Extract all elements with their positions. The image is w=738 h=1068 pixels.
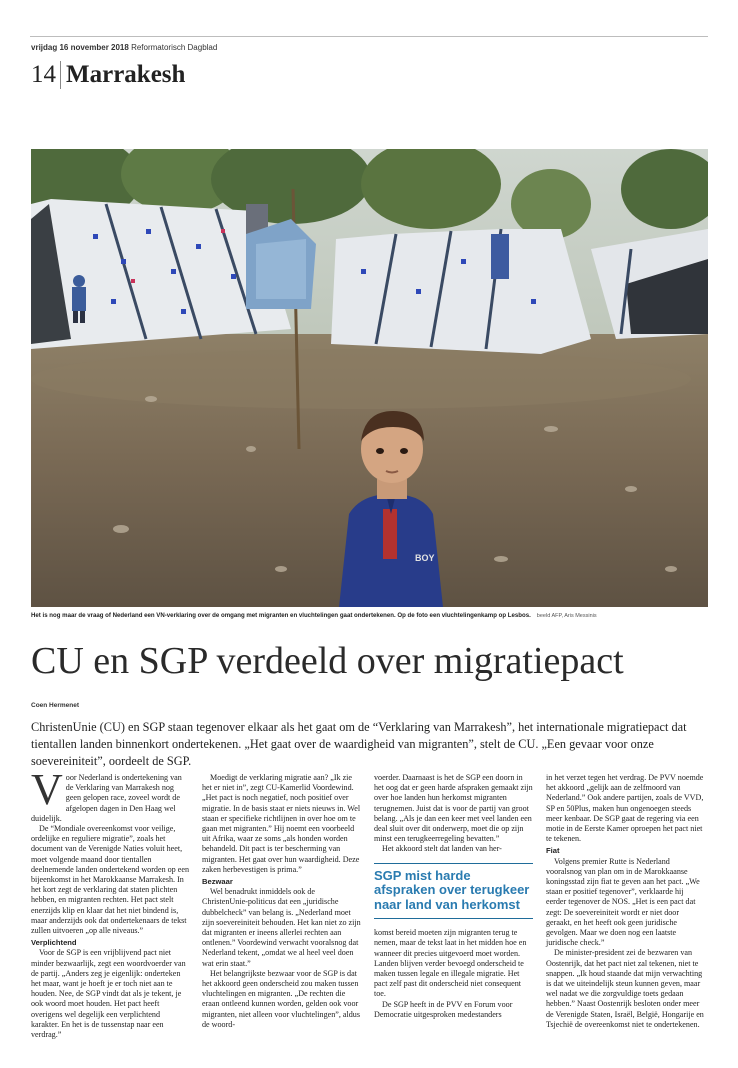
photo-credit: beeld AFP, Aris Messinis bbox=[536, 613, 597, 619]
pull-quote: SGP mist harde afspraken over terugkeer naar land van herkomst bbox=[374, 863, 533, 920]
col3-paragraph-4: De SGP heeft in de PVV en Forum voor Democratie uitgesproken medestanders bbox=[374, 999, 513, 1019]
top-rule bbox=[30, 36, 708, 37]
col1-paragraph-1: Voor Nederland is ondertekening van de Verklaring van Marrakesh nog geen gelopen race, zoveel wordt de afgelopen dagen in Den Haag wel duidelijk. bbox=[31, 765, 182, 823]
column-3 bbox=[374, 773, 533, 1020]
col3-paragraph-2: Het akkoord stelt dat landen van her- bbox=[382, 844, 502, 854]
col2-paragraph-3: Het belangrijkste bezwaar voor de SGP is dat het akkoord geen onderscheid zou maken tussen vluchtelingen en migranten. „De rechten die eraan ontleend kunnen worden, gelden ook voor migranten, niet alleen voor vluchtelingen”, aldus de woord- bbox=[202, 968, 361, 1029]
col2-paragraph-2: Wel benadrukt inmiddels ook de ChristenUnie-politicus dat een „juridische dubbelcheck” van belang is. „Nederland moet zijn soevereiniteit behouden. Het kan niet zo zijn dat migranten er ineens allerlei rechten aan ontlenen.” Voordewind verwacht vooralsnog dat Nederland tekent, „omdat we al heel veel doen wat erin staat.” bbox=[202, 887, 361, 968]
column-4 bbox=[546, 773, 705, 1030]
col1-paragraph-2: De “Mondiale overeenkomst voor veilige, ordelijke en reguliere migratie”, zoals het document van de Verenigde Naties voluit heet, moet volgende maand door tientallen deelnemende landen ondertekend worden op een bijeenkomst in het Marokkaanse Marrakesh. In het kort zegt de verklaring dat staten plichten hebben, en migranten rechten. Het pact stelt enerzijds klip en klaar dat het niet bindend is, maar anderzijds ook dat ondertekenaars de tekst zullen uitvoeren „op alle niveaus.” bbox=[31, 824, 189, 936]
tent-middle bbox=[331, 229, 591, 354]
subhead-verplichtend: Verplichtend bbox=[31, 938, 77, 948]
col2-paragraph-1: Moedigt de verklaring migratie aan? „Ik zie het er niet in”, zegt CU-Kamerlid Voordewind. „Het pact is noch negatief, noch positief over migratie. In de basis staat er niets nieuws in. Wel staan er specifieke richtlijnen in over hoe om te gaan met migranten.” Hij noemt een voorbeeld uit Afrika, waar ze soms „als honden worden behandeld. Dit pact is ter bescherming van migranten. Het gaat over hun waardigheid. Deze zaken herbevestigen is prima.” bbox=[202, 773, 361, 874]
col3-paragraph-1: voerder. Daarnaast is het de SGP een doorn in het oog dat er geen harde afspraken gemaakt zijn over hoe landen hun herkomst migranten terugnemen. Juist dat is voor de partij van groot belang. „Als je dan een keer met veel landen een deal sluit over dit onderwerp, moet die op zijn minst een terugkeerregeling bevatten.” bbox=[374, 773, 533, 844]
page-number: 14 bbox=[31, 61, 61, 89]
photo-caption bbox=[31, 612, 708, 619]
article-byline: Coen Hermenet bbox=[31, 702, 80, 709]
col4-paragraph-3: De minister-president zei de bezwaren van Oostenrijk, dat het pact niet zal tekenen, niet te snappen. „Ik houd staande dat mijn verwachting is dat we uiteindelijk steun kunnen geven, maar wel nadat we die zorgvuldige toets gedaan hebben.” Naast Oostenrijk besloten onder meer de Verenigde Staten, Israël, België, Hongarije en Tsjechië de overeenkomst niet te ondertekenen. bbox=[546, 948, 704, 1029]
sweater-text: BOY bbox=[415, 553, 435, 563]
col4-paragraph-2: Volgens premier Rutte is Nederland vooralsnog van plan om in de Marokkaanse koningsstad zijn fiat te geven aan het pact. „We staan er positief tegenover”, verklaarde hij eerder tegenover de NOS. „Het is een pact dat zegt: De soevereiniteit wordt er niet door geraakt, en het heeft ook geen juridische gevolgen. Maar we doen nog een laatste juridische check.” bbox=[546, 856, 700, 948]
col1-paragraph-3: Voor de SGP is een vrijblijvend pact niet minder bezwaarlijk, zegt een woordvoerder van de partij. „Anders zeg je eigenlijk: onderteken het maar, want je hoeft je er toch niet aan te houden. Nee, de SGP vindt dat als je tekent, je ook woord moet houden. Het pact heeft overigens wel degelijk een verplichtend karakter. En het is de tussenstap naar een verdrag.” bbox=[31, 948, 186, 1040]
col4-paragraph-1: in het verzet tegen het verdrag. De PVV noemde het akkoord „gelijk aan de zelfmoord van Nederland.” Ook andere partijen, zoals de VVD, SP en 50Plus, maken hun ongenoegen steeds meer kenbaar. De SGP gaat de regering via een motie in de Eerste Kamer oproepen het pact niet te tekenen. bbox=[546, 773, 704, 844]
paper-name: Reformatorisch Dagblad bbox=[131, 43, 218, 52]
subhead-fiat: Fiat bbox=[546, 846, 560, 856]
news-photo bbox=[31, 149, 708, 607]
article-headline: CU en SGP verdeeld over migratiepact bbox=[31, 640, 624, 682]
column-1 bbox=[31, 765, 190, 1040]
dropcap: V bbox=[31, 765, 63, 814]
dateline bbox=[31, 43, 217, 52]
caption-text: Het is nog maar de vraag of Nederland een VN-verklaring over de omgang met migranten en vluchtelingen gaat ondertekenen. Op de foto een vluchtelingenkamp op Lesbos. bbox=[31, 612, 531, 619]
col3-paragraph-3: komst bereid moeten zijn migranten terug te nemen, maar de tekst laat in het midden hoe en wanneer dit precies uitgevoerd moet worden. Landen blijven verder bevoegd onderscheid te maken tussen legale en illegale migratie. Het pact zelf past dit onderscheid niet consequent toe. bbox=[374, 928, 527, 999]
column-2 bbox=[202, 773, 361, 1030]
subhead-bezwaar: Bezwaar bbox=[202, 877, 233, 887]
page-header bbox=[31, 58, 185, 92]
section-title: Marrakesh bbox=[66, 61, 186, 88]
issue-date: vrijdag 16 november 2018 bbox=[31, 43, 129, 52]
article-intro: ChristenUnie (CU) en SGP staan tegenover elkaar als het gaat om de “Verklaring van Marrakesh”, het internationale migratiepact dat tientallen landen binnenkort ondertekenen. „Het gaat over de waardigheid van migranten”, stelt de CU. „Een gevaar voor onze soevereiniteit”, oordeelt de SGP. bbox=[31, 720, 687, 768]
